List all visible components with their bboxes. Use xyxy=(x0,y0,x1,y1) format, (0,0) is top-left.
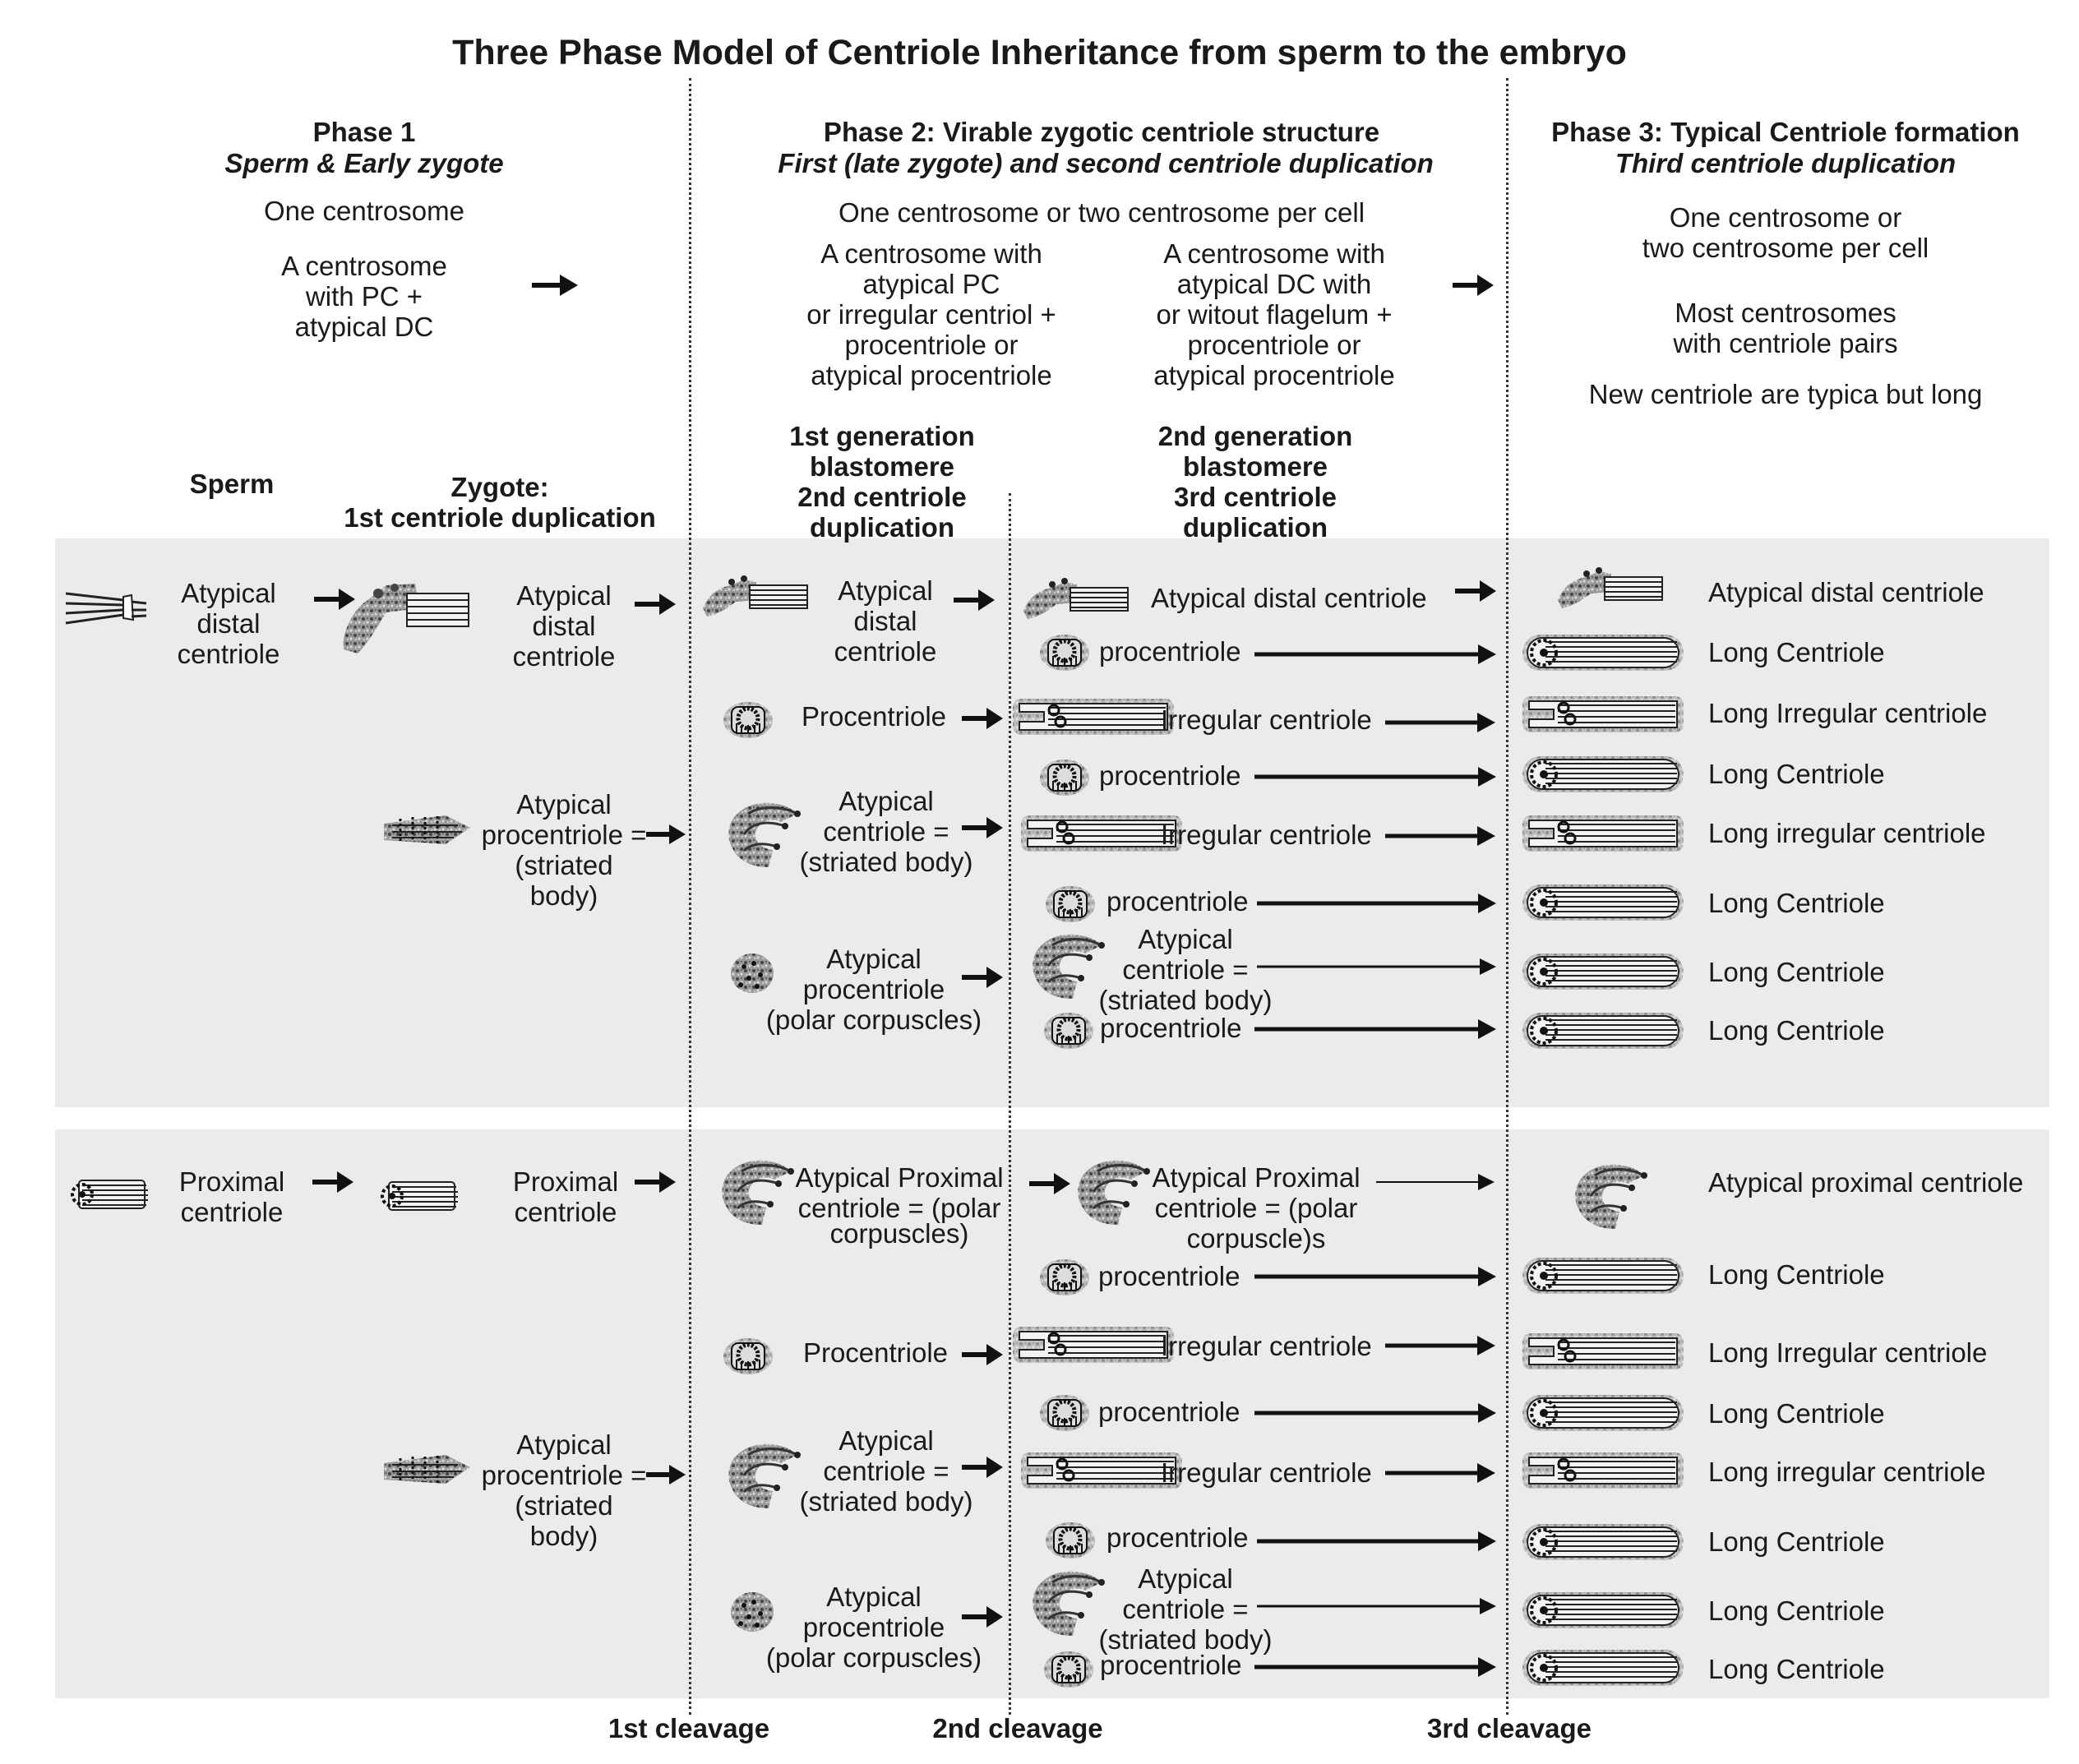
d-gen2-ac-1: Atypical xyxy=(1138,924,1233,954)
p-p3-4: Long irregular centriole xyxy=(1708,1457,1986,1487)
sperm-proximal-centriole-figure xyxy=(72,1175,155,1215)
gen1-distal-centriole-figure xyxy=(699,575,814,621)
sperm-distal-centriole-figure xyxy=(66,585,148,626)
zygote-proximal-centriole-figure xyxy=(382,1177,464,1217)
p-arrow-gen2irr1 xyxy=(1384,1332,1499,1360)
d-arrow-gen1ac xyxy=(960,814,1005,842)
p3-long-centriole-3 xyxy=(1521,883,1685,922)
d-zyg-dc-1: Atypical xyxy=(516,580,612,611)
d-sperm-label-3: centriole xyxy=(177,639,280,669)
p-arrow-gen2pc xyxy=(1374,1168,1498,1196)
d-arrow-gen2pro2 xyxy=(1253,763,1499,791)
zygote-striated-body-figure-2 xyxy=(380,1447,474,1492)
p-gen1-pc-2: centriole = (polar xyxy=(797,1193,1001,1223)
gen2-striated-atypical-figure-2 xyxy=(1028,1566,1110,1640)
d-p3-2: Long Irregular centriole xyxy=(1708,698,1988,728)
gen1-polar-corpuscle-figure-2 xyxy=(728,1591,777,1636)
gen2-procentriole-3-figure xyxy=(1046,884,1095,924)
d-zyg-ap-4: body) xyxy=(529,880,598,911)
phase2-heading: Phase 2: Virable zygotic centriole structure xyxy=(823,117,1380,147)
p-zyg-ap-1: Atypical xyxy=(516,1429,612,1460)
phase2-left-2: atypical PC xyxy=(862,269,1000,299)
p-gen2-irr1: Irregular centriole xyxy=(1161,1331,1372,1361)
phase1-line3: with PC + xyxy=(305,281,423,312)
d-sperm-label-2: distal xyxy=(196,608,261,639)
p-sperm-label-1: Proximal xyxy=(178,1166,285,1197)
p-arrow-gen2pro1 xyxy=(1253,1263,1499,1291)
p3p-long-irregular-2 xyxy=(1521,1451,1685,1490)
p3p-long-centriole-3 xyxy=(1521,1522,1685,1562)
gen2-procentriole-4-figure xyxy=(1044,1011,1093,1051)
d-gen2-pro3: procentriole xyxy=(1106,886,1249,917)
p-gen2-pro4: procentriole xyxy=(1100,1650,1242,1680)
p-arrow-gen1pro xyxy=(960,1341,1005,1369)
gen2-procentriole-3-figure-2 xyxy=(1046,1521,1095,1560)
d-zyg-ap-1: Atypical xyxy=(516,789,612,820)
col-gen1-3: 2nd centriole xyxy=(797,482,967,512)
p3-long-centriole-2 xyxy=(1521,755,1685,794)
zygote-distal-centriole-figure xyxy=(337,575,477,658)
phase1-line1: One centrosome xyxy=(264,196,464,226)
d-gen1-ac-1: Atypical xyxy=(839,786,934,816)
d-p3-1: Long Centriole xyxy=(1708,637,1885,667)
col-gen1-1: 1st generation xyxy=(789,421,975,451)
d-gen2-ac-2: centriole = xyxy=(1122,954,1249,985)
p-gen2-pro2: procentriole xyxy=(1098,1397,1240,1427)
d-arrow-gen2dc xyxy=(1453,577,1499,605)
d-sperm-label-1: Atypical xyxy=(181,578,276,608)
gen2-striated-atypical-figure xyxy=(1028,929,1110,1003)
col-zygote-2: 1st centriole duplication xyxy=(344,502,656,533)
cleavage-3: 3rd cleavage xyxy=(1427,1713,1592,1743)
p3p-long-centriole-1 xyxy=(1521,1256,1685,1295)
gen2-procentriole-4-figure-2 xyxy=(1044,1650,1093,1689)
d-arrow-gen2pro4 xyxy=(1253,1015,1499,1043)
gen2-irregular-1-figure xyxy=(1011,697,1176,737)
p-gen1-ac-3: (striated body) xyxy=(799,1486,973,1517)
p-zyg-ap-3: (striated xyxy=(515,1490,613,1521)
phase2-line1: One centrosome or two centrosome per cell xyxy=(838,197,1365,228)
d-gen1-ac-3: (striated body) xyxy=(799,847,973,877)
phase2-right-2: atypical DC with xyxy=(1176,269,1372,299)
gen2-procentriole-2-figure xyxy=(1040,758,1089,797)
phase3-subheading: Third centriole duplication xyxy=(1615,148,1957,178)
third-cleavage-line xyxy=(1506,78,1508,1715)
gen2-polar-proximal-figure xyxy=(1073,1155,1155,1229)
p3-long-irregular-1 xyxy=(1521,695,1685,734)
p3p-long-centriole-5 xyxy=(1521,1648,1685,1688)
col-gen2-2: blastomere xyxy=(1182,451,1328,482)
p-zyg-pc-1: Proximal xyxy=(512,1166,619,1197)
phase2-left-1: A centrosome with xyxy=(820,238,1042,269)
phase2-to-phase3-arrow xyxy=(1451,271,1496,299)
d-gen1-ap-1: Atypical xyxy=(826,944,922,974)
p3-long-centriole-1 xyxy=(1521,633,1685,672)
p-p3-2: Long Irregular centriole xyxy=(1708,1337,1988,1368)
p-gen2-pro3: procentriole xyxy=(1106,1522,1249,1553)
p-arrow-gen2pro4 xyxy=(1253,1653,1499,1681)
phase2-left-3: or irregular centriol + xyxy=(806,299,1056,330)
phase3-line3: Most centrosomes xyxy=(1675,298,1897,328)
d-zyg-ap-2: procentriole = xyxy=(481,820,647,850)
d-gen2-pro2: procentriole xyxy=(1099,760,1241,791)
phase1-subheading: Sperm & Early zygote xyxy=(224,148,504,178)
phase2-subheading: First (late zygote) and second centriole duplication xyxy=(778,148,1434,178)
d-gen2-pro1: procentriole xyxy=(1099,636,1241,667)
p-gen2-pc-2: centriole = (polar xyxy=(1154,1193,1358,1223)
p3-long-irregular-2 xyxy=(1521,814,1685,853)
second-cleavage-line xyxy=(1009,493,1011,1715)
gen2-distal-centriole-figure xyxy=(1019,578,1134,623)
p-gen2-pro1: procentriole xyxy=(1098,1261,1240,1291)
p-zyg-ap-4: body) xyxy=(529,1521,598,1551)
col-gen2-4: duplication xyxy=(1183,512,1328,543)
gen2-irregular-2-figure-2 xyxy=(1019,1451,1184,1490)
p3-long-centriole-4 xyxy=(1521,952,1685,991)
p-arrow-gen2irr2 xyxy=(1384,1459,1499,1487)
gen2-procentriole-2-figure-2 xyxy=(1040,1393,1089,1433)
p3p-long-centriole-4 xyxy=(1521,1591,1685,1630)
d-p3-3: Long Centriole xyxy=(1708,759,1885,789)
d-arrow-zygdc xyxy=(633,590,678,618)
gen1-procentriole-figure-2 xyxy=(723,1337,773,1376)
phase2-right-1: A centrosome with xyxy=(1163,238,1385,269)
d-p3-4: Long irregular centriole xyxy=(1708,818,1986,848)
zygote-striated-body-figure xyxy=(380,807,474,852)
col-gen1-2: blastomere xyxy=(809,451,955,482)
d-gen1-dc-3: centriole xyxy=(834,636,937,667)
cleavage-2: 2nd cleavage xyxy=(932,1713,1103,1743)
d-arrow-zygap xyxy=(644,820,690,848)
p3-long-centriole-5 xyxy=(1521,1011,1685,1051)
d-arrow-gen2irr2 xyxy=(1384,822,1499,850)
p-arrow-sperm-zygote xyxy=(311,1168,356,1196)
p-sperm-label-2: centriole xyxy=(180,1197,284,1227)
col-gen1-4: duplication xyxy=(810,512,954,543)
p-gen1-pc-1: Atypical Proximal xyxy=(795,1162,1004,1193)
gen2-procentriole-1-figure-2 xyxy=(1040,1258,1089,1297)
p-arrow-zygpc xyxy=(633,1168,678,1196)
p-arrow-gen1ap xyxy=(960,1603,1005,1631)
p-arrow-gen1ac xyxy=(960,1453,1005,1481)
col-zygote-1: Zygote: xyxy=(450,472,549,502)
p-arrow-gen2ac xyxy=(1255,1592,1502,1620)
p3-distal-atypical-figure xyxy=(1554,567,1669,612)
d-gen1-dc-2: distal xyxy=(853,606,917,636)
phase3-line2: two centrosome per cell xyxy=(1642,233,1929,263)
col-sperm: Sperm xyxy=(189,469,275,499)
phase1-to-phase2-arrow xyxy=(530,271,580,299)
phase2-right-4: procentriole or xyxy=(1187,330,1361,360)
p-gen2-pc-3: corpuscle)s xyxy=(1186,1223,1326,1254)
col-gen2-1: 2nd generation xyxy=(1157,421,1353,451)
gen1-procentriole-figure xyxy=(723,700,773,740)
p-arrow-gen2pro3 xyxy=(1255,1527,1502,1555)
phase2-left-4: procentriole or xyxy=(844,330,1019,360)
d-p3-7: Long Centriole xyxy=(1708,1015,1885,1046)
p-gen1-ac-1: Atypical xyxy=(839,1425,934,1456)
p-p3-5: Long Centriole xyxy=(1708,1526,1885,1557)
p-gen2-ac-3: (striated body) xyxy=(1098,1624,1273,1655)
d-arrow-gen1dc xyxy=(952,586,997,614)
p-gen2-ac-1: Atypical xyxy=(1138,1563,1233,1594)
d-gen2-dc: Atypical distal centriole xyxy=(1151,583,1427,613)
p-gen1-ac-2: centriole = xyxy=(823,1456,949,1486)
col-gen2-3: 3rd centriole xyxy=(1173,482,1337,512)
d-zyg-dc-2: distal xyxy=(532,611,596,641)
gen2-procentriole-1-figure xyxy=(1040,633,1089,672)
p3p-long-irregular-1 xyxy=(1521,1332,1685,1371)
phase2-left-5: atypical procentriole xyxy=(811,360,1052,390)
d-gen2-irr2: Irregular centriole xyxy=(1161,820,1372,850)
gen1-polar-corpuscle-figure xyxy=(728,952,777,997)
d-gen2-pro4: procentriole xyxy=(1100,1013,1242,1043)
d-arrow-gen2pro1 xyxy=(1253,640,1499,668)
p-gen2-pc-1: Atypical Proximal xyxy=(1152,1162,1361,1193)
d-gen2-irr1: Irregular centriole xyxy=(1161,704,1372,735)
p-arrow-gen2pro2 xyxy=(1253,1399,1499,1427)
p-gen1-pc-3: corpuscles) xyxy=(829,1218,969,1249)
d-gen1-ap-2: procentriole xyxy=(802,974,945,1004)
d-arrow-gen1pro xyxy=(960,704,1005,732)
phase1-line4: atypical DC xyxy=(294,312,434,342)
p-gen1-ap-3: (polar corpuscles) xyxy=(765,1642,982,1673)
phase3-line4: with centriole pairs xyxy=(1673,328,1898,358)
p-gen1-pro: Procentriole xyxy=(802,1337,949,1368)
p-p3-3: Long Centriole xyxy=(1708,1398,1885,1429)
gen1-striated-atypical-figure-2 xyxy=(723,1438,806,1512)
p3-proximal-atypical-figure xyxy=(1570,1159,1652,1233)
p-arrow-gen1pc xyxy=(1028,1170,1073,1198)
p-gen1-ap-1: Atypical xyxy=(826,1582,922,1612)
d-p3-0: Atypical distal centriole xyxy=(1708,577,1984,607)
gen2-irregular-1-figure-2 xyxy=(1011,1325,1176,1365)
d-arrow-gen2pro3 xyxy=(1255,889,1502,917)
phase2-right-3: or witout flagelum + xyxy=(1156,299,1393,330)
d-arrow-gen2ac xyxy=(1255,953,1502,981)
p-gen1-ap-2: procentriole xyxy=(802,1612,945,1642)
d-gen1-ap-3: (polar corpuscles) xyxy=(765,1004,982,1035)
figure-title: Three Phase Model of Centriole Inheritance from sperm to the embryo xyxy=(452,33,1627,72)
p-p3-1: Long Centriole xyxy=(1708,1259,1885,1290)
d-gen1-ac-2: centriole = xyxy=(823,816,949,847)
p3p-long-centriole-2 xyxy=(1521,1393,1685,1433)
p-arrow-zygap xyxy=(644,1461,690,1489)
phase3-line5: New centriole are typica but long xyxy=(1588,379,1983,409)
d-zyg-ap-3: (striated xyxy=(515,850,613,880)
gen1-polar-proximal-figure xyxy=(717,1155,799,1229)
d-gen1-pro: Procentriole xyxy=(801,701,947,732)
p-p3-6: Long Centriole xyxy=(1708,1595,1885,1626)
gen2-irregular-2-figure xyxy=(1019,814,1184,853)
p-gen2-ac-2: centriole = xyxy=(1122,1594,1249,1624)
d-zyg-dc-3: centriole xyxy=(512,641,616,672)
phase3-line1: One centrosome or xyxy=(1669,202,1902,233)
p-zyg-ap-2: procentriole = xyxy=(481,1460,647,1490)
gen1-striated-atypical-figure xyxy=(723,797,806,871)
d-p3-6: Long Centriole xyxy=(1708,957,1885,987)
phase2-right-5: atypical procentriole xyxy=(1153,360,1395,390)
cleavage-1: 1st cleavage xyxy=(608,1713,770,1743)
phase1-line2: A centrosome xyxy=(281,251,447,281)
d-gen2-ac-3: (striated body) xyxy=(1098,985,1273,1015)
d-arrow-gen1ap xyxy=(960,963,1005,991)
phase3-heading: Phase 3: Typical Centriole formation xyxy=(1551,117,2020,147)
p-gen2-irr2: Irregular centriole xyxy=(1161,1457,1372,1488)
d-p3-5: Long Centriole xyxy=(1708,888,1885,918)
d-arrow-gen2irr1 xyxy=(1384,709,1499,737)
d-gen1-dc-1: Atypical xyxy=(838,575,933,606)
p-p3-0: Atypical proximal centriole xyxy=(1708,1167,2024,1198)
p-zyg-pc-2: centriole xyxy=(514,1197,617,1227)
phase1-heading: Phase 1 xyxy=(312,117,416,147)
p-p3-7: Long Centriole xyxy=(1708,1654,1885,1684)
